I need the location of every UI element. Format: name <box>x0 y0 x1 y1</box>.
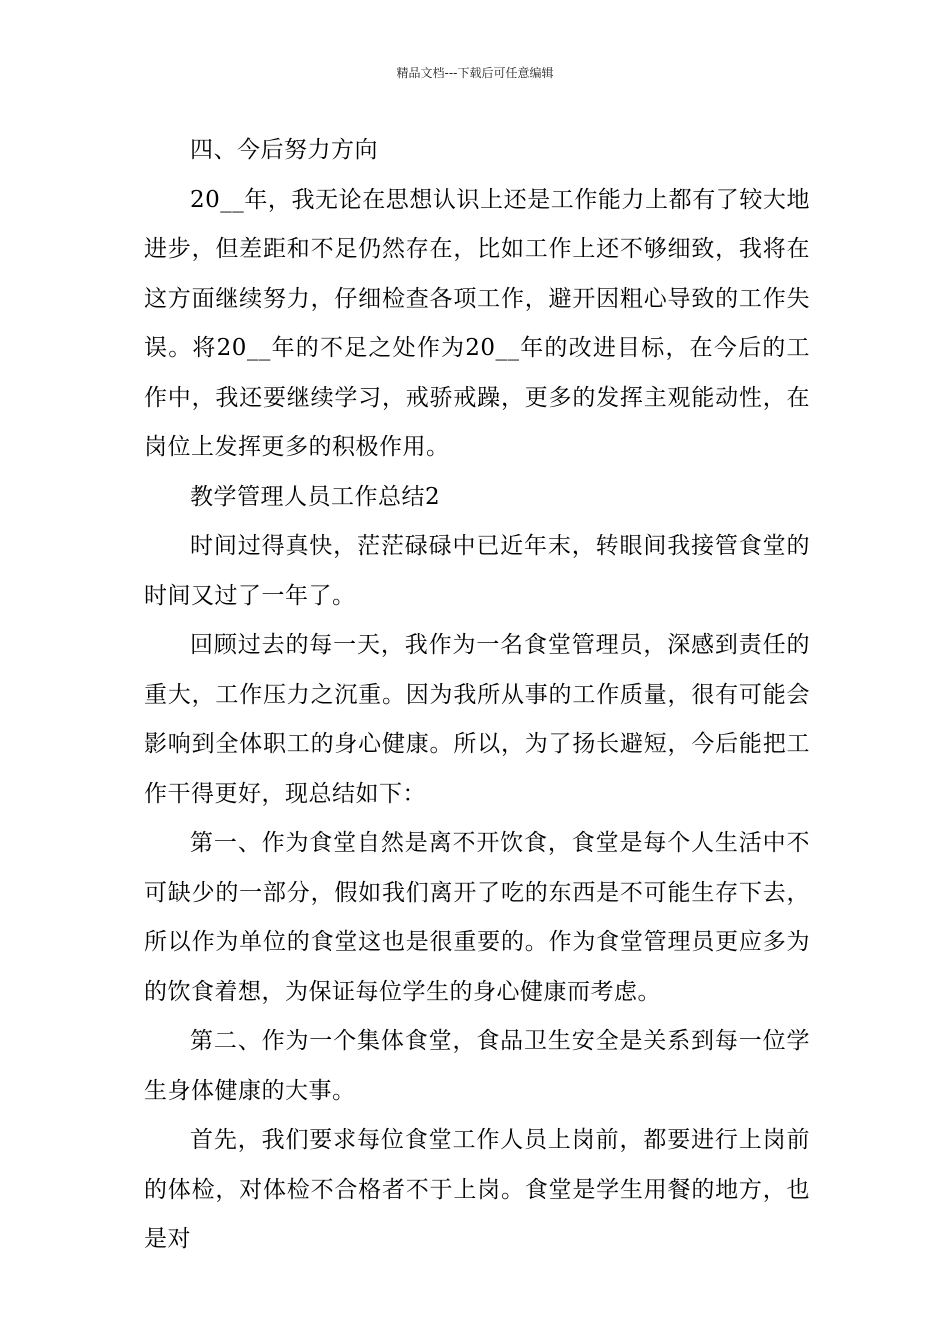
paragraph: 时间过得真快，茫茫碌碌中已近年末，转眼间我接管食堂的时间又过了一年了。 <box>144 533 810 609</box>
paragraph: 首先，我们要求每位食堂工作人员上岗前，都要进行上岗前的体检，对体检不合格者不于上岗。食堂是学生用餐的地方，也是对 <box>144 1127 810 1252</box>
paragraph: 第二、作为一个集体食堂，食品卫生安全是关系到每一位学生身体健康的大事。 <box>144 1028 810 1104</box>
section-heading-future-direction: 四、今后努力方向 <box>190 137 378 163</box>
page-header: 精品文档---下载后可任意编辑 <box>396 66 554 80</box>
paragraph: 回顾过去的每一天，我作为一名食堂管理员，深感到责任的重大，工作压力之沉重。因为我所从事的工作质量，很有可能会影响到全体职工的身心健康。所以，为了扬长避短，今后能把工作干得更好，现总结如下： <box>144 632 810 807</box>
document-body <box>144 126 810 1265</box>
document-title: 教学管理人员工作总结2 <box>190 483 441 510</box>
paragraph: 第一、作为食堂自然是离不开饮食，食堂是每个人生活中不可缺少的一部分，假如我们离开了吃的东西是不可能生存下去，所以作为单位的食堂这也是很重要的。作为食堂管理员更应多为的饮食着想，为保证每位学生的身心健康而考虑。 <box>144 830 810 1005</box>
paragraph: 20__年，我无论在思想认识上还是工作能力上都有了较大地进步，但差距和不足仍然存在，比如工作上还不够细致，我将在这方面继续努力，仔细检查各项工作，避开因粗心导致的工作失误。将20__年的不足之处作为20__年的改进目标，在今后的工作中，我还要继续学习，戒骄戒躁，更多的发挥主观能动性，在岗位上发挥更多的积极作用。 <box>144 186 810 460</box>
